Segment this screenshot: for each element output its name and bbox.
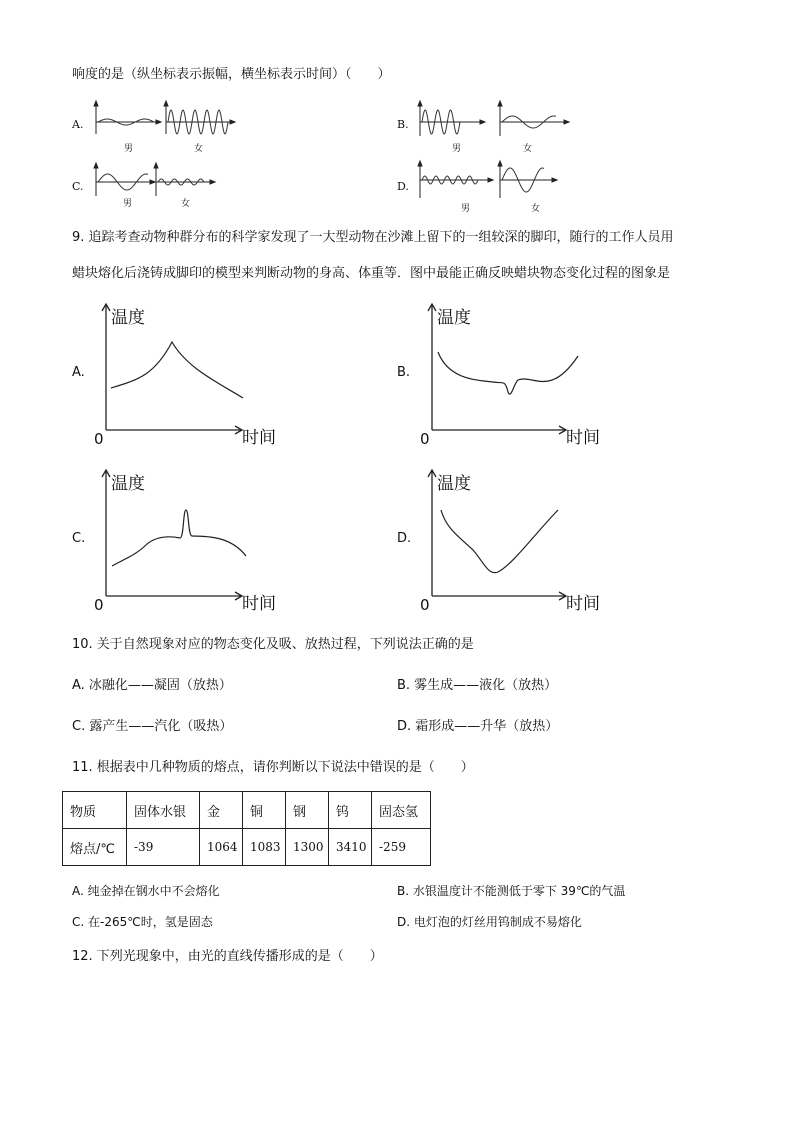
q8-option-d-waveforms — [416, 160, 566, 208]
q9-option-b-letter[interactable]: B. — [397, 365, 411, 380]
q12-stem: 12. 下列光现象中，由光的直线传播形成的是（ ） — [72, 949, 383, 964]
q8-d-female-caption: 女 — [531, 204, 541, 214]
q10-stem: 10. 关于自然现象对应的物态变化及吸、放热过程，下列说法正确的是 — [72, 637, 474, 652]
table-header-cell: 铜 — [243, 792, 286, 829]
q9-a-xlabel: 时间 — [242, 428, 276, 448]
q11-option-c[interactable]: C. 在-265℃时，氢是固态 — [72, 915, 213, 929]
q9-d-ylabel: 温度 — [437, 474, 471, 494]
table-header-cell: 金 — [200, 792, 243, 829]
q8-d-male-caption: 男 — [461, 204, 471, 214]
q8-c-male-caption: 男 — [123, 199, 133, 209]
table-cell: 1300 — [286, 829, 329, 866]
q11-stem: 11. 根据表中几种物质的熔点，请你判断以下说法中错误的是（ ） — [72, 760, 474, 775]
table-header-cell: 钨 — [329, 792, 372, 829]
q9-d-curve — [441, 510, 558, 573]
q9-option-a-letter[interactable]: A. — [72, 365, 85, 380]
q9-option-d-letter[interactable]: D. — [397, 531, 412, 546]
q8-option-b-letter[interactable]: B. — [397, 118, 409, 131]
q8-c-female-caption: 女 — [181, 199, 191, 209]
q9-stem-line1: 9. 追踪考查动物种群分布的科学家发现了一大型动物在沙滩上留下的一组较深的脚印，随行的工作人员用 — [72, 230, 674, 245]
q9-a-curve — [111, 342, 243, 398]
table-cell: -39 — [127, 829, 200, 866]
q8-a-female-caption: 女 — [194, 144, 204, 154]
q11-option-d[interactable]: D. 电灯泡的灯丝用钨制成不易熔化 — [397, 915, 582, 929]
table-header-cell: 物质 — [63, 792, 127, 829]
q9-b-curve — [438, 352, 578, 394]
q9-d-xlabel: 时间 — [566, 594, 600, 614]
q8-option-c-letter[interactable]: C. — [72, 180, 84, 193]
q11-option-a[interactable]: A. 纯金掉在钢水中不会熔化 — [72, 884, 220, 898]
q8-option-c-waveforms — [92, 162, 242, 207]
q11-option-b[interactable]: B. 水银温度计不能测低于零下 39℃的气温 — [397, 884, 626, 898]
q8-option-a-waveforms — [92, 100, 242, 155]
table-header-cell: 固态氢 — [372, 792, 431, 829]
q9-option-c-letter[interactable]: C. — [72, 531, 86, 546]
q9-a-ylabel: 温度 — [111, 308, 145, 328]
q10-option-b[interactable]: B. 雾生成——液化（放热） — [397, 678, 558, 693]
q10-option-a[interactable]: A. 冰融化——凝固（放热） — [72, 678, 232, 693]
q9-c-curve — [112, 510, 246, 566]
table-row — [63, 792, 431, 829]
q8-option-a-letter[interactable]: A. — [72, 118, 84, 131]
q8-a-male-caption: 男 — [124, 144, 134, 154]
q8-stem: 响度的是（纵坐标表示振幅，横坐标表示时间）（ ） — [72, 67, 391, 82]
table-cell: 熔点/℃ — [63, 829, 127, 866]
q9-stem-line2: 蜡块熔化后浇铸成脚印的模型来判断动物的身高、体重等．图中最能正确反映蜡块物态变化过程的图象是 — [72, 266, 671, 281]
table-cell: 3410 — [329, 829, 372, 866]
q8-b-male-caption: 男 — [452, 144, 462, 154]
q9-b-ylabel: 温度 — [437, 308, 471, 328]
table-cell: -259 — [372, 829, 431, 866]
q9-d-origin: 0 — [420, 596, 430, 614]
q10-option-d[interactable]: D. 霜形成——升华（放热） — [397, 719, 559, 734]
q10-option-c[interactable]: C. 露产生——汽化（吸热） — [72, 719, 233, 734]
q9-c-xlabel: 时间 — [242, 594, 276, 614]
table-cell: 1083 — [243, 829, 286, 866]
q9-c-origin: 0 — [94, 596, 104, 614]
melting-point-table — [62, 791, 431, 866]
q9-a-origin: 0 — [94, 430, 104, 448]
table-header-cell: 固体水银 — [127, 792, 200, 829]
q8-option-b-waveforms — [416, 100, 576, 155]
q9-b-xlabel: 时间 — [566, 428, 600, 448]
q8-b-female-caption: 女 — [523, 144, 533, 154]
table-header-cell: 钢 — [286, 792, 329, 829]
table-cell: 1064 — [200, 829, 243, 866]
q9-c-ylabel: 温度 — [111, 474, 145, 494]
q9-b-origin: 0 — [420, 430, 430, 448]
table-row — [63, 829, 431, 866]
q8-option-d-letter[interactable]: D. — [397, 180, 409, 193]
